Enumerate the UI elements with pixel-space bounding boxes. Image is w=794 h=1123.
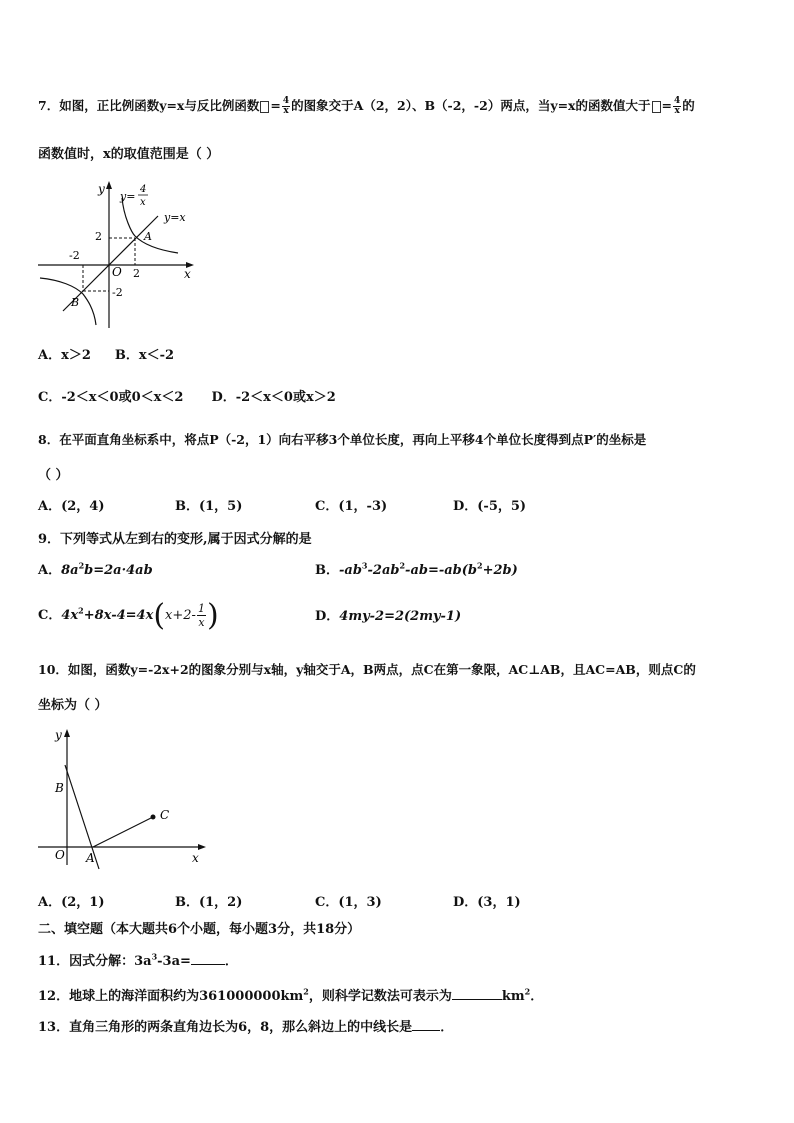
q7-line2: 函数值时，x的取值范围是（ ） [38,147,220,162]
q7-point-b-label: B [71,296,80,309]
q7-eq1: = [270,98,281,113]
q9-option-c: C．$4x^2+8x-4=4x(x+2-$ $\frac{1}{x}$ ) [38,597,219,633]
q7-eq2: = [661,98,672,113]
q8-line2: （ ） [38,468,69,483]
q7-option-a: A．x＞2 [38,348,91,363]
q7-hyperbola-den: x [140,197,146,208]
q7-tick-2-x: 2 [133,267,140,280]
q9-option-d: D．4my-2=2(2my-1) [315,609,462,624]
q7-option-d: D．-2＜x＜0或x＞2 [211,390,336,405]
q10-point-c-label: C [160,808,170,822]
q9-option-c-fraction: $\frac{1}{x}$ [197,602,205,629]
q11-answer-blank[interactable] [191,952,225,965]
section-2-heading: 二、填空题（本大题共6个小题，每小题3分，共18分） [38,922,361,937]
q10-graph [38,725,213,870]
q7-hyperbola-label: y= [120,190,136,203]
q7-line1 [38,97,695,116]
q8-option-a: A．(2，4) [38,499,105,514]
q10-option-a: A．(2，1) [38,895,105,910]
q7-option-b: B．x＜-2 [114,348,175,363]
q11-line: 11．因式分解：$3a^3-3a=$ ． [38,951,238,969]
q8-option-b: B．(1，5) [175,499,243,514]
q13-answer-blank[interactable] [412,1018,440,1031]
q7-fraction-1: $\frac{4}{x}$ [282,96,290,116]
q10-option-b: B．(1，2) [175,895,243,910]
q7-text-c: 的 [682,98,695,113]
q7-fraction-2: $\frac{4}{x}$ [674,96,681,116]
q7-y-axis-label: y [98,182,105,196]
q7-text-b: 的图象交于A（2，2）、B（-2，-2）两点，当y=x的函数值大于 [291,98,651,113]
q7-line-label: y=x [164,211,186,224]
q10-line2: 坐标为（ ） [38,698,108,713]
q13-line: 13．直角三角形的两条直角边长为6，8，那么斜边上的中线长是 ． [38,1020,454,1035]
q7-tick-neg2-y: -2 [112,286,123,299]
q7-x-axis-label: x [184,267,191,281]
q8-option-c: C．(1，-3) [315,499,388,514]
q8-line1: 8．在平面直角坐标系中，将点P（-2，1）向右平移3个单位长度，再向上平移4个单位长度得到点P′的坐标是 [38,432,647,447]
q10-y-axis-label: y [55,728,62,742]
q10-origin-label: O [55,848,65,862]
missing-glyph-icon [260,101,269,113]
q12-line: 12．地球上的海洋面积约为$361000000km^2$，则科学记数法可表示为 $km^2$． [38,986,544,1004]
q7-options-ab [38,347,174,365]
q7-text-a: 7．如图，正比例函数y=x与反比例函数 [38,98,260,113]
q10-line1: 10．如图，函数y=-2x+2的图象分别与x轴，y轴交于A，B两点，点C在第一象限，AC⊥AB，且AC=AB，则点C的 [38,662,696,677]
q7-hyperbola-num: 4 [140,184,147,195]
q9-option-b: B．$-ab^3-2ab^2-ab=-ab(b^2+2b)$ [315,560,518,578]
q7-graph [38,178,198,330]
q9-line1: 9．下列等式从左到右的变形,属于因式分解的是 [38,532,312,547]
q7-origin-label: O [112,265,122,279]
q8-option-d: D．(-5，5) [453,499,527,514]
q10-option-c: C．(1，3) [315,895,382,910]
q7-option-c: C．-2＜x＜0或0＜x＜2 [38,390,184,405]
q10-point-a-label: A [86,851,95,865]
q12-answer-blank[interactable] [452,987,502,1000]
q7-tick-neg2-x: -2 [69,249,80,262]
q10-x-axis-label: x [192,851,199,865]
q9-option-a: A．$8a^2b=2a\cdot 4ab$ [38,560,153,578]
missing-glyph-icon [652,101,661,113]
q7-tick-2-y: 2 [95,230,102,243]
q10-option-d: D．(3，1) [453,895,521,910]
q7-point-a-label: A [144,230,152,243]
q7-options-cd [38,389,336,407]
q10-point-b-label: B [55,781,64,795]
